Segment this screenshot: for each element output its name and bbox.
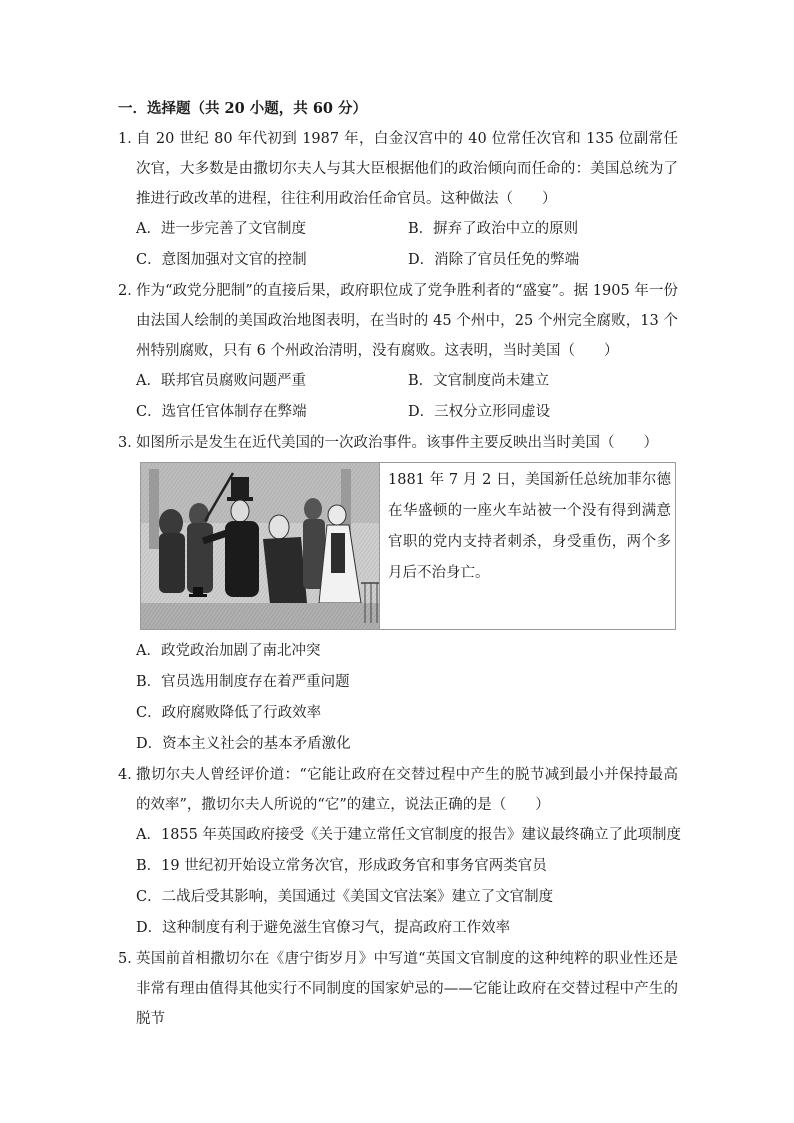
option-b[interactable]: B．摒弃了政治中立的原则 <box>408 221 579 237</box>
figure-caption: 1881 年 7 月 2 日，美国新任总统加菲尔德在华盛顿的一座火车站被一个没有得到满意官职的党内支持者刺杀，身受重伤，两个多月后不治身亡。 <box>380 463 676 630</box>
option-c[interactable]: C．政府腐败降低了行政效率 <box>136 705 322 721</box>
option-d[interactable]: D．资本主义社会的基本矛盾激化 <box>136 736 351 752</box>
question-text: 自 20 世纪 80 年代初到 1987 年，白金汉宫中的 40 位常任次官和 135 位副常任次官，大多数是由撒切尔夫人与其大臣根据他们的政治倾向而任命的：美国总统为了推进行政改革的进程，往往利用政治任命官员。这种做法（ ） <box>136 131 678 207</box>
question-stem <box>118 944 678 1034</box>
options-list <box>136 636 678 760</box>
question-1 <box>118 124 678 276</box>
question-number: 5． <box>118 951 142 967</box>
question-number: 2． <box>118 283 142 299</box>
question-3 <box>118 428 678 760</box>
question-text: 作为“政党分肥制”的直接后果，政府职位成了党争胜利者的“盛宴”。据 1905 年一份由法国人绘制的美国政治地图表明，在当时的 45 个州中，25 个州完全腐败，13 个州特别腐败，只有 6 个州政治清明，没有腐败。这表明，当时美国（ ） <box>136 283 678 359</box>
question-text: 撒切尔夫人曾经评价道：“它能让政府在交替过程中产生的脱节减到最小并保持最高的效率”，撒切尔夫人所说的“它”的建立，说法正确的是（ ） <box>136 767 678 813</box>
question-number: 3． <box>118 435 142 451</box>
question-stem <box>118 760 678 820</box>
options-grid <box>136 214 678 276</box>
option-b[interactable]: B．官员选用制度存在着严重问题 <box>136 674 350 690</box>
option-c[interactable]: C．意图加强对文官的控制 <box>136 252 307 268</box>
exam-content <box>118 98 681 1034</box>
option-a[interactable]: A．进一步完善了文官制度 <box>136 221 306 237</box>
options-list <box>136 820 681 944</box>
option-d[interactable]: D．消除了官员任免的弊端 <box>408 252 580 268</box>
question-number: 4． <box>118 767 142 783</box>
question-stem <box>118 428 678 458</box>
option-a[interactable]: A．政党政治加剧了南北冲突 <box>136 643 321 659</box>
question-4 <box>118 760 681 944</box>
option-b[interactable]: B．文官制度尚未建立 <box>408 373 550 389</box>
option-a[interactable]: A．联邦官员腐败问题严重 <box>136 373 306 389</box>
question-2 <box>118 276 678 428</box>
question-stem <box>118 276 678 366</box>
section-title: 一．选择题（共 20 小题，共 60 分） <box>118 100 368 117</box>
assassination-engraving <box>141 463 380 630</box>
option-c[interactable]: C．选官任官体制存在弊端 <box>136 404 307 420</box>
question-text: 如图所示是发生在近代美国的一次政治事件。该事件主要反映出当时美国（ ） <box>136 435 658 451</box>
option-b[interactable]: B．19 世纪初开始设立常务次官，形成政务官和事务官两类官员 <box>136 858 547 874</box>
question-number: 1． <box>118 131 142 147</box>
figure-table <box>140 462 676 630</box>
engraving-illustration <box>141 463 379 629</box>
question-5 <box>118 944 678 1034</box>
option-a[interactable]: A．1855 年英国政府接受《关于建立常任文官制度的报告》建议最终确立了此项制度 <box>136 827 681 843</box>
question-text: 英国前首相撒切尔在《唐宁街岁月》中写道“英国文官制度的这种纯粹的职业性还是非常有理由值得其他实行不同制度的国家妒忌的——它能让政府在交替过程中产生的脱节 <box>136 951 678 1027</box>
options-grid <box>136 366 678 428</box>
option-d[interactable]: D．三权分立形同虚设 <box>408 404 551 420</box>
question-stem <box>118 124 678 214</box>
option-c[interactable]: C．二战后受其影响，美国通过《美国文官法案》建立了文官制度 <box>136 889 554 905</box>
option-d[interactable]: D．这种制度有利于避免滋生官僚习气，提高政府工作效率 <box>136 920 511 936</box>
